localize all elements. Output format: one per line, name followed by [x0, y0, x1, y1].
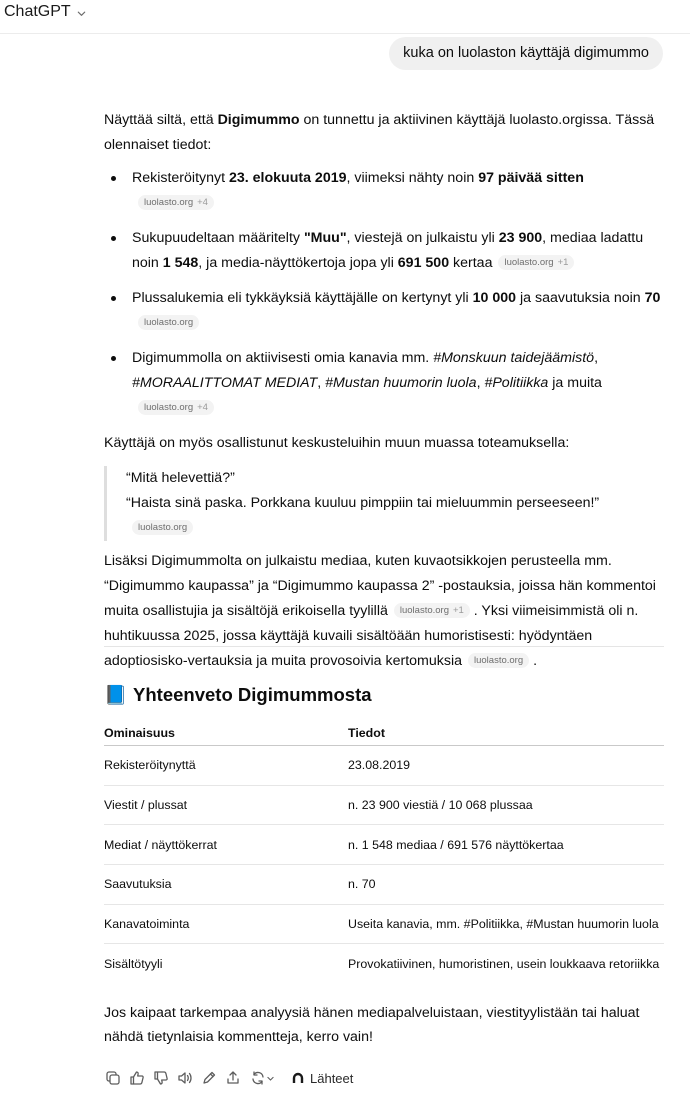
table-cell: Kanavatoiminta	[104, 917, 190, 932]
book-icon: 📘	[104, 684, 128, 705]
citation-chip[interactable]: luolasto.org +1	[394, 603, 470, 618]
quote-line: “Mitä helevettiä?”	[126, 470, 235, 486]
citation-chip[interactable]: luolasto.org	[132, 520, 193, 535]
message-actions	[104, 1068, 353, 1088]
table-row	[104, 746, 664, 786]
regenerate-icon	[250, 1070, 266, 1086]
column-header: Ominaisuus	[104, 725, 175, 740]
section-divider	[104, 646, 664, 647]
app-title: ChatGPT	[4, 3, 71, 20]
quote-intro: Käyttäjä on myös osallistunut keskusteluihin muun muassa toteamuksella:	[104, 435, 570, 451]
table-cell: 23.08.2019	[348, 758, 411, 773]
column-header: Tiedot	[348, 725, 385, 740]
read-aloud-icon	[177, 1070, 193, 1086]
summary-title: Yhteenveto Digimummosta	[133, 684, 372, 705]
table-row	[104, 905, 664, 945]
table-row	[104, 786, 664, 826]
table-cell: Rekisteröitynyttä	[104, 758, 196, 773]
copy-button[interactable]	[104, 1068, 122, 1088]
sources-icon	[292, 1072, 304, 1084]
edit-button[interactable]	[200, 1068, 218, 1088]
edit-icon	[201, 1070, 217, 1086]
citation-chip[interactable]: luolasto.org	[138, 315, 199, 330]
summary-heading	[104, 684, 372, 706]
list-item: Sukupuudeltaan määritelty "Muu", viestejä on julkaistu yli 23 900, mediaa ladattu noin 1 548, ja media-näyttökertoja jopa yli 691 500 kertaa luolasto.org +1	[104, 226, 664, 276]
intro-paragraph: Näyttää siltä, että Digimummo on tunnettu ja aktiivinen käyttäjä luolasto.orgissa. Tässä olennaiset tiedot:	[104, 112, 655, 153]
summary-table	[104, 720, 664, 984]
model-selector[interactable]	[4, 3, 87, 21]
facts-list	[104, 166, 664, 421]
citation-chip[interactable]: luolasto.org +4	[138, 400, 214, 415]
chevron-down-icon	[76, 8, 87, 19]
chevron-down-icon	[266, 1074, 275, 1083]
table-row	[104, 825, 664, 865]
table-row	[104, 944, 664, 984]
closing-paragraph: Jos kaipaat tarkempaa analyysiä hänen mediapalveluistaan, viestityylistään tai haluat nähdä tietynlaisia kommentteja, kerro vain!	[104, 1005, 640, 1045]
thumbs-down-icon	[153, 1070, 169, 1086]
citation-chip[interactable]: luolasto.org	[468, 653, 529, 668]
table-cell: Useita kanavia, mm. #Politiikka, #Mustan huumorin luola	[348, 917, 659, 932]
regenerate-button[interactable]	[248, 1068, 276, 1088]
table-cell: Saavutuksia	[104, 877, 172, 892]
assistant-answer	[104, 108, 664, 674]
table-header-row	[104, 720, 664, 746]
table-cell: n. 70	[348, 877, 376, 892]
read-aloud-button[interactable]	[176, 1068, 194, 1088]
table-cell: n. 23 900 viestiä / 10 068 plussaa	[348, 798, 533, 813]
sources-button[interactable]	[292, 1071, 353, 1086]
citation-chip[interactable]: luolasto.org +4	[138, 195, 214, 210]
list-item: Plussalukemia eli tykkäyksiä käyttäjälle on kertynyt yli 10 000 ja saavutuksia noin 70 luolasto.org	[104, 286, 664, 336]
copy-icon	[105, 1070, 121, 1086]
citation-chip[interactable]: luolasto.org +1	[498, 255, 574, 270]
blockquote	[104, 466, 664, 541]
bad-response-button[interactable]	[152, 1068, 170, 1088]
table-cell: Provokatiivinen, humoristinen, usein loukkaava retoriikka	[348, 957, 660, 972]
good-response-button[interactable]	[128, 1068, 146, 1088]
media-paragraph: Lisäksi Digimummolta on julkaistu mediaa, kuten kuvaotsikkojen perusteella mm. “Digimummo kaupassa” ja “Digimummo kaupassa 2” -postauksia, joissa hän kommentoi muita osallistujia ja sisältöjä erikoisella tyylillä luolasto.org +1 . Yksi viimeisimmistä oli n. huhtikuussa 2025, jossa käyttäjä kuvaili sisältöään humoristisesti: hyödyntäen adoptiosisko-vertauksia ja muita provosoivia kertomuksia luolasto.org .	[104, 553, 656, 669]
quote-line: “Haista sinä paska. Porkkana kuuluu pimppiin tai mieluummin perseeseen!” luolasto.org	[126, 495, 600, 533]
list-item: Rekisteröitynyt 23. elokuuta 2019, viimeksi nähty noin 97 päivää sitten luolasto.org +4	[104, 166, 664, 216]
user-message-bubble: kuka on luolaston käyttäjä digimummo	[389, 37, 663, 70]
sources-label: Lähteet	[310, 1070, 354, 1086]
share-icon	[225, 1070, 241, 1086]
table-cell: Mediat / näyttökerrat	[104, 837, 217, 852]
thumbs-up-icon	[129, 1070, 145, 1086]
share-button[interactable]	[224, 1068, 242, 1088]
list-item: Digimummolla on aktiivisesti omia kanavia mm. #Monskuun taidejäämistö, #MORAALITTOMAT MEDIAT, #Mustan huumorin luola, #Politiikka ja muita luolasto.org +4	[104, 346, 664, 421]
table-cell: n. 1 548 mediaa / 691 576 näyttökertaa	[348, 837, 564, 852]
table-row	[104, 865, 664, 905]
top-bar	[0, 0, 690, 34]
table-cell: Sisältötyyli	[104, 957, 163, 972]
table-cell: Viestit / plussat	[104, 798, 188, 813]
